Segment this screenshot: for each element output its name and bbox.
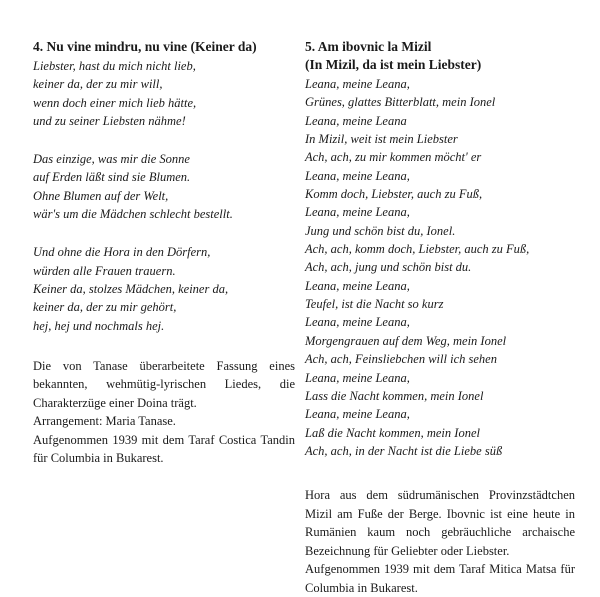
- right-column: [305, 38, 575, 597]
- verse-line: Morgengrauen auf dem Weg, mein Ionel: [305, 333, 507, 348]
- note-recording: Aufgenommen 1939 mit dem Taraf Costica Tandin für Columbia in Bukarest.: [33, 432, 295, 466]
- note-recording: Aufgenommen 1939 mit dem Taraf Mitica Matsa für Columbia in Bukarest.: [305, 562, 575, 595]
- song-4-stanza-2: [33, 150, 295, 223]
- verse-line: Und ohne die Hora in den Dörfern,: [33, 245, 211, 260]
- verse-line: Ach, ach, komm doch, Liebster, auch zu Fuß,: [305, 242, 530, 257]
- verse-line: Das einzige, was mir die Sonne: [33, 152, 190, 167]
- left-column: [33, 38, 295, 468]
- verse-line: wenn doch einer mich lieb hätte,: [33, 95, 197, 110]
- verse-line: Liebster, hast du mich nicht lieb,: [33, 59, 196, 73]
- verse-line: Lass die Nacht kommen, mein Ionel: [305, 388, 484, 403]
- verse-line: Jung und schön bist du, Ionel.: [305, 223, 456, 238]
- verse-line: würden alle Frauen trauern.: [33, 263, 176, 278]
- verse-line: Ach, ach, jung und schön bist du.: [305, 260, 472, 275]
- verse-line: Grünes, glattes Bitterblatt, mein Ionel: [305, 95, 496, 110]
- note-arrangement: Arrangement: Maria Tanase.: [33, 414, 176, 429]
- verse-line: Teufel, ist die Nacht so kurz: [305, 297, 444, 312]
- verse-line: Leana, meine Leana,: [305, 315, 410, 330]
- note-paragraph: Die von Tanase überarbeitete Fassung eines bekannten, wehmütig-lyrischen Liedes, die Charakterzüge einer Doina trägt.: [33, 358, 295, 410]
- verse-line: keiner da, der zu mir will,: [33, 77, 163, 92]
- verse-line: Ohne Blumen auf der Welt,: [33, 188, 169, 203]
- verse-line: In Mizil, weit ist mein Liebster: [305, 132, 458, 147]
- verse-line: Ach, ach, zu mir kommen möcht' er: [305, 150, 482, 165]
- verse-line: wär's um die Mädchen schlecht bestellt.: [33, 207, 233, 222]
- verse-line: Leana, meine Leana,: [305, 77, 410, 91]
- verse-line: Keiner da, stolzes Mädchen, keiner da,: [33, 281, 229, 296]
- song-5-subtitle: (In Mizil, da ist mein Liebster): [305, 57, 482, 72]
- song-5-title: 5. Am ibovnic la Mizil: [305, 39, 432, 54]
- song-4-note: [33, 357, 295, 468]
- song-4-title: 4. Nu vine mindru, nu vine (Keiner da): [33, 39, 257, 54]
- song-5-lyrics: [305, 75, 575, 460]
- verse-line: Laß die Nacht kommen, mein Ionel: [305, 425, 480, 440]
- verse-line: Komm doch, Liebster, auch zu Fuß,: [305, 187, 483, 202]
- song-4-stanza-1: [33, 57, 295, 130]
- verse-line: auf Erden läßt sind sie Blumen.: [33, 170, 191, 185]
- verse-line: hej, hej und nochmals hej.: [33, 318, 165, 333]
- verse-line: Ach, ach, Feinsliebchen will ich sehen: [305, 352, 497, 367]
- note-paragraph: Hora aus dem südrumänischen Provinzstädtchen Mizil am Fuße der Berge. Ibovnic ist eine heute in Rumänien kaum noch gebräuchliche archaische Bezeichnung für Geliebter oder Liebster.: [305, 488, 575, 558]
- verse-line: Leana, meine Leana,: [305, 278, 410, 293]
- verse-line: Ach, ach, in der Nacht ist die Liebe süß: [305, 443, 503, 458]
- verse-line: Leana, meine Leana: [305, 113, 407, 128]
- verse-line: Leana, meine Leana,: [305, 370, 410, 385]
- verse-line: keiner da, der zu mir gehört,: [33, 300, 177, 315]
- song-5-note: [305, 486, 575, 597]
- verse-line: Leana, meine Leana,: [305, 168, 410, 183]
- song-4-stanza-3: [33, 243, 295, 334]
- verse-line: Leana, meine Leana,: [305, 205, 410, 220]
- verse-line: und zu seiner Liebsten nähme!: [33, 113, 186, 128]
- verse-line: Leana, meine Leana,: [305, 407, 410, 422]
